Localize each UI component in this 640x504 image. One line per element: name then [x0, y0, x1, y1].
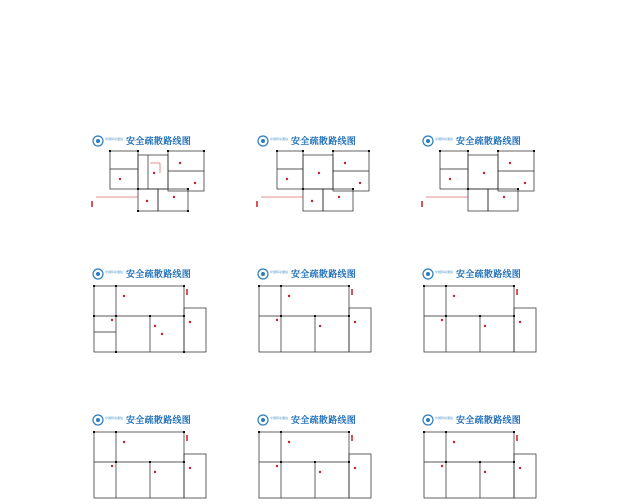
brand-name: 中国移动通信	[105, 137, 124, 141]
legend-item	[516, 293, 518, 295]
floor-plan	[255, 133, 379, 225]
legend	[516, 435, 518, 441]
legend	[186, 289, 188, 295]
floor-plan	[90, 412, 214, 500]
evacuation-card-4	[90, 266, 214, 358]
brand-name: 中国移动通信	[270, 416, 289, 420]
legend	[91, 201, 93, 207]
evacuation-card-1	[90, 133, 214, 225]
legend-item	[256, 205, 258, 207]
legend-item	[351, 439, 353, 441]
evacuation-card-6	[420, 266, 544, 358]
floor-plan	[420, 133, 544, 225]
card-title: 安全疏散路线图	[456, 137, 522, 147]
legend	[516, 289, 518, 295]
evacuation-card-3	[420, 133, 544, 225]
floor-plan	[420, 412, 544, 500]
legend-item	[516, 439, 518, 441]
card-title: 安全疏散路线图	[126, 137, 192, 147]
evacuation-card-9	[420, 412, 544, 504]
legend-item	[421, 205, 423, 207]
card-title: 安全疏散路线图	[291, 416, 357, 426]
card-title: 安全疏散路线图	[291, 137, 357, 147]
brand-name: 中国移动通信	[105, 416, 124, 420]
legend-item	[186, 293, 188, 295]
floor-plan	[255, 266, 379, 358]
brand-name: 中国移动通信	[435, 137, 454, 141]
floor-plan	[90, 133, 214, 225]
evacuation-card-2	[255, 133, 379, 225]
legend	[256, 201, 258, 207]
brand-name: 中国移动通信	[105, 270, 124, 274]
legend	[421, 201, 423, 207]
floor-plan	[420, 266, 544, 358]
card-title: 安全疏散路线图	[126, 416, 192, 426]
legend-item	[351, 293, 353, 295]
card-title: 安全疏散路线图	[456, 270, 522, 280]
brand-name: 中国移动通信	[435, 416, 454, 420]
legend-item	[91, 205, 93, 207]
legend	[351, 289, 353, 295]
evacuation-card-5	[255, 266, 379, 358]
card-title: 安全疏散路线图	[126, 270, 192, 280]
legend-item	[186, 439, 188, 441]
brand-name: 中国移动通信	[270, 137, 289, 141]
brand-name: 中国移动通信	[270, 270, 289, 274]
floor-plan	[255, 412, 379, 500]
card-title: 安全疏散路线图	[291, 270, 357, 280]
legend	[186, 435, 188, 441]
brand-name: 中国移动通信	[435, 270, 454, 274]
legend	[351, 435, 353, 441]
evacuation-card-7	[90, 412, 214, 504]
floor-plan	[90, 266, 214, 358]
card-title: 安全疏散路线图	[456, 416, 522, 426]
evacuation-card-8	[255, 412, 379, 504]
